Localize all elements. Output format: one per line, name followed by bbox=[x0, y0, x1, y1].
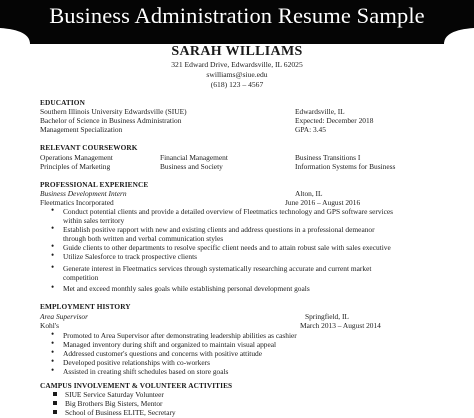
campus-item: School of Business ELITE, Secretary bbox=[65, 408, 176, 417]
job-bullet-continued: competition bbox=[63, 273, 99, 282]
education-line: Southern Illinois University Edwardsville (SIUE) bbox=[40, 107, 187, 116]
square-bullet-icon bbox=[53, 401, 57, 405]
company-name: Fleetmatics Incorporated bbox=[40, 198, 114, 207]
education-detail: GPA: 3.45 bbox=[295, 125, 326, 134]
job-bullet-continued: through both written and verbal communication styles bbox=[63, 234, 224, 243]
contact-phone: (618) 123 – 4567 bbox=[210, 80, 264, 89]
job-location: Alton, IL bbox=[295, 189, 323, 198]
bullet-icon: • bbox=[51, 282, 55, 292]
course-item: Information Systems for Business bbox=[295, 162, 396, 171]
bullet-icon: • bbox=[51, 262, 55, 272]
job-location: Springfield, IL bbox=[305, 312, 349, 321]
bullet-icon: • bbox=[51, 250, 55, 260]
bullet-icon: • bbox=[51, 338, 55, 348]
square-bullet-icon bbox=[53, 410, 57, 414]
job-bullet: • Addressed customer's questions and concerns with positive attitude bbox=[51, 347, 262, 358]
square-bullet-icon bbox=[53, 392, 57, 396]
job-dates: June 2016 – August 2016 bbox=[285, 198, 361, 207]
course-item: Operations Management bbox=[40, 153, 113, 162]
bullet-icon: • bbox=[51, 205, 55, 215]
education-line: Management Specialization bbox=[40, 125, 123, 134]
job-bullet: • Generate interest in Fleetmatics services through systematically researching accurate and current market bbox=[51, 262, 372, 273]
professional-heading: PROFESSIONAL EXPERIENCE bbox=[40, 180, 149, 189]
campus-item: SIUE Service Saturday Volunteer bbox=[65, 390, 164, 399]
company-name: Kohl's bbox=[40, 321, 59, 330]
applicant-name: SARAH WILLIAMS bbox=[171, 44, 303, 59]
banner-title: Business Administration Resume Sample bbox=[49, 3, 425, 28]
campus-heading: CAMPUS INVOLVEMENT & VOLUNTEER ACTIVITIES bbox=[40, 381, 233, 390]
job-title: Area Supervisor bbox=[40, 312, 88, 321]
bullet-icon: • bbox=[51, 329, 55, 339]
job-bullet: • Managed inventory during shift and organized to maintain visual appeal bbox=[51, 338, 277, 349]
job-bullet: • Promoted to Area Supervisor after demonstrating leadership abilities as cashier bbox=[51, 329, 297, 340]
job-bullet: • Conduct potential clients and provide a detailed overview of Fleetmatics technology and GPS software services bbox=[51, 205, 394, 216]
course-item: Financial Management bbox=[160, 153, 228, 162]
bullet-icon: • bbox=[51, 356, 55, 366]
bullet-icon: • bbox=[51, 223, 55, 233]
course-item: Principles of Marketing bbox=[40, 162, 111, 171]
job-bullet-continued: within sales territory bbox=[63, 216, 125, 225]
job-bullet: • Establish positive rapport with new and existing clients and address questions in a professional demeanor bbox=[51, 223, 375, 234]
job-bullet: • Assisted in creating shift schedules based on store goals bbox=[51, 365, 229, 376]
bullet-icon: • bbox=[51, 241, 55, 251]
contact-address: 321 Edward Drive, Edwardsville, IL 62025 bbox=[171, 60, 303, 69]
job-bullet: • Developed positive relationships with co-workers bbox=[51, 356, 210, 367]
course-item: Business Transitions I bbox=[295, 153, 361, 162]
job-dates: March 2013 – August 2014 bbox=[300, 321, 381, 330]
bullet-icon: • bbox=[51, 365, 55, 375]
education-detail: Expected: December 2018 bbox=[295, 116, 374, 125]
contact-email: swilliams@siue.edu bbox=[206, 70, 268, 79]
employment-heading: EMPLOYMENT HISTORY bbox=[40, 302, 131, 311]
job-bullet: • Met and exceed monthly sales goals while establishing personal development goals bbox=[51, 282, 310, 293]
job-bullet: • Guide clients to other departments to resolve specific client needs and to attain robust sale with sales executive bbox=[51, 241, 391, 252]
education-heading: EDUCATION bbox=[40, 98, 85, 107]
bullet-icon: • bbox=[51, 347, 55, 357]
job-bullet: • Utilize Salesforce to track prospective clients bbox=[51, 250, 198, 261]
job-title: Business Development Intern bbox=[40, 189, 127, 198]
education-detail: Edwardsville, IL bbox=[295, 107, 345, 116]
course-item: Business and Society bbox=[160, 162, 223, 171]
education-line: Bachelor of Science in Business Administration bbox=[40, 116, 182, 125]
campus-item: Big Brothers Big Sisters, Mentor bbox=[65, 399, 163, 408]
coursework-heading: RELEVANT COURSEWORK bbox=[40, 143, 138, 152]
